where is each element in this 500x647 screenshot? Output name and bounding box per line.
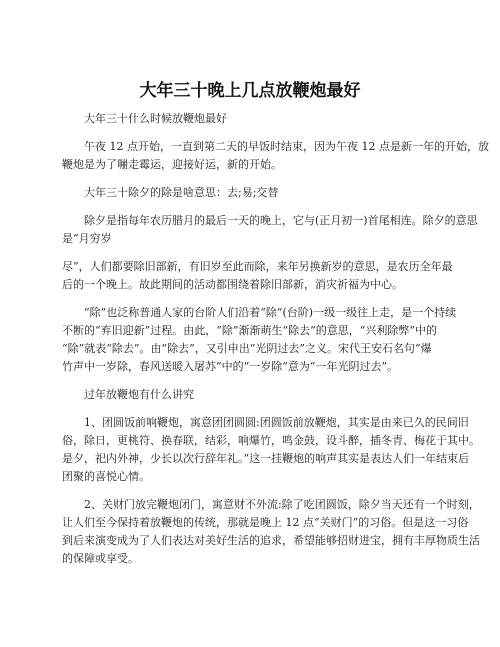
paragraph-line: 午夜 12 点开始，一直到第二天的早饭时结束，因为午夜 12 点是新一年的开始，放 <box>84 140 489 153</box>
paragraph-line: 竹声中一岁除，春风送暖入屠苏”中的“一岁除”意为“一年光阴过去”。 <box>62 360 399 373</box>
paragraph <box>62 258 453 294</box>
paragraph <box>62 212 478 248</box>
section-heading: 大年三十什么时候放鞭炮最好 <box>84 112 227 125</box>
paragraph <box>62 304 457 376</box>
paragraph-line: 尽”，人们都要除旧部新，有旧岁至此而除，来年另换新岁的意思，是农历全年最 <box>62 260 453 273</box>
paragraph-line: 除夕是指每年农历腊月的最后一天的晚上，它与(正月初一)首尾相连。除夕的意思 <box>84 214 478 227</box>
paragraph-line: 是“月穷岁 <box>62 232 112 245</box>
paragraph-line: 团聚的喜悦心情。 <box>62 470 150 483</box>
section-heading: 过年放鞭炮有什么讲究 <box>84 388 194 401</box>
paragraph-line: “除”就表“除去”。由“除去”，又引申出“光阴过去”之义。宋代王安石名句“爆 <box>62 342 432 355</box>
paragraph <box>62 138 489 174</box>
paragraph-line: “除”也泛称普通人家的台阶人们沿着“除”(台阶)一级一级往上走，是一个持续 <box>84 306 457 319</box>
paragraph-line: 1、团圆饭前响鞭炮，寓意团团圆圆:团圆饭前放鞭炮，其实是由来已久的民间旧 <box>84 416 469 429</box>
document-body <box>62 110 489 578</box>
paragraph-line: 让人们至今保持着放鞭炮的传统，那就是晚上 12 点“关财门”的习俗。但是这一习俗 <box>62 516 469 529</box>
paragraph-line: 2、关财门放完鞭炮闭门，寓意财不外流:除了吃团圆饭，除夕当天还有一个时刻， <box>84 498 480 511</box>
paragraph <box>62 496 480 568</box>
document-title: 大年三十晚上几点放鞭炮最好 <box>139 81 361 101</box>
paragraph-line: 的保障或享受。 <box>62 552 139 565</box>
paragraph-line: 到后来演变成为了人们表达对美好生活的追求，希望能够招财进宝，拥有丰厚物质生活 <box>62 534 480 547</box>
paragraph-line: 俗，除日，更桃符、换春联，结彩，响爆竹，鸣金鼓，设斗醉，插冬青、梅花于其中。 <box>62 434 480 447</box>
paragraph <box>62 414 480 486</box>
paragraph-line: 不断的“弃旧迎新”过程。由此，“除”渐渐萌生“除去”的意思，“兴利除弊”中的 <box>62 324 437 337</box>
section-heading: 大年三十除夕的除是啥意思：去;易;交替 <box>84 186 279 199</box>
paragraph-line: 后的一个晚上。故此期间的活动都围绕着除旧部新，消灾祈福为中心。 <box>62 278 403 291</box>
paragraph-line: 是夕，祀内外神，少长以次行辞年礼。”这一挂鞭炮的响声其实是表达人们一年结束后 <box>62 452 470 465</box>
paragraph-line: 鞭炮是为了嘣走霉运，迎接好运，新的开始。 <box>62 158 282 171</box>
